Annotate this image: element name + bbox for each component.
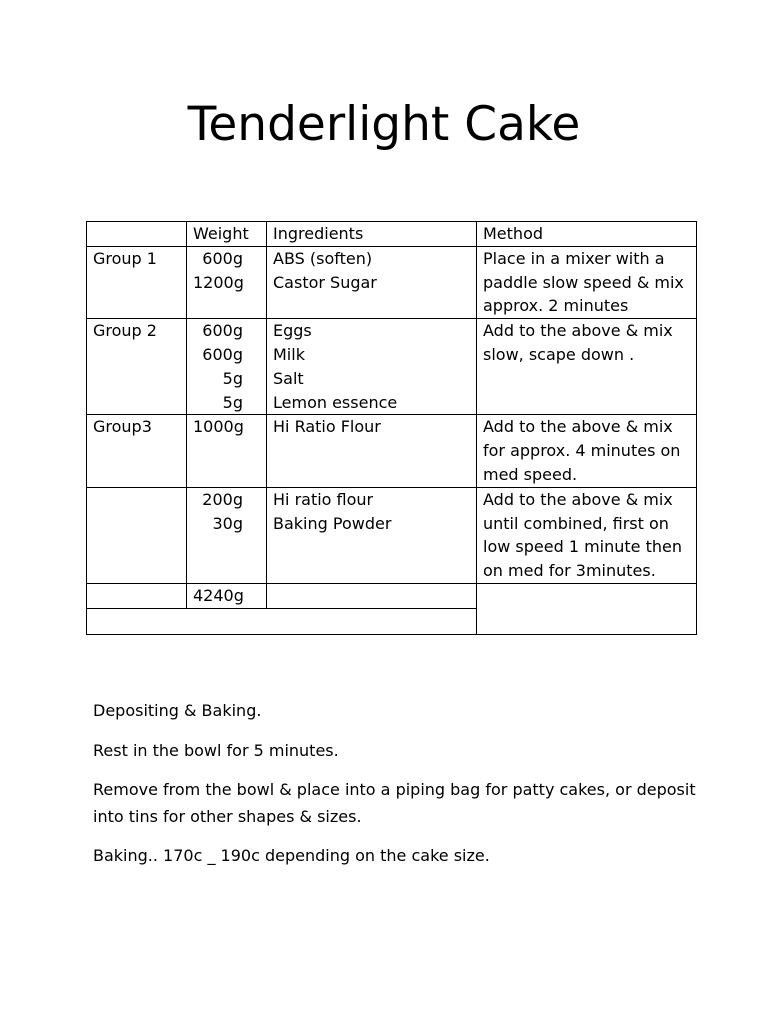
ingredients-cell: ABS (soften) Castor Sugar [267, 246, 477, 318]
group-cell: Group 2 [87, 319, 187, 415]
weight-cell: 1000g [187, 415, 267, 487]
total-row [87, 583, 697, 608]
table-row [87, 246, 697, 318]
ingredients-cell: Hi ratio flour Baking Powder [267, 487, 477, 583]
empty-cell [87, 608, 477, 634]
ingredients-cell: Hi Ratio Flour [267, 415, 477, 487]
recipe-table [86, 221, 697, 635]
table-row [87, 319, 697, 415]
group-cell: Group3 [87, 415, 187, 487]
method-cell: Add to the above & mix until combined, first on low speed 1 minute then on med for 3minutes. [477, 487, 697, 583]
page-title: Tenderlight Cake [187, 97, 581, 152]
total-group-cell [87, 583, 187, 608]
group-cell: Group 1 [87, 246, 187, 318]
notes-heading: Depositing & Baking. [93, 701, 262, 720]
ingredients-cell: Eggs Milk Salt Lemon essence [267, 319, 477, 415]
table-header-row [87, 222, 697, 247]
header-method: Method [477, 222, 697, 247]
weight-cell: 600g 1200g [187, 246, 267, 318]
method-cell: Add to the above & mix for approx. 4 minutes on med speed. [477, 415, 697, 487]
weight-cell: 600g 600g 5g 5g [187, 319, 267, 415]
header-weight: Weight [187, 222, 267, 247]
total-weight-cell: 4240g [187, 583, 267, 608]
method-cell: Place in a mixer with a paddle slow speed & mix approx. 2 minutes [477, 246, 697, 318]
header-ingredients: Ingredients [267, 222, 477, 247]
total-method-cell [477, 583, 697, 634]
table-row [87, 487, 697, 583]
method-cell: Add to the above & mix slow, scape down . [477, 319, 697, 415]
notes-remove: Remove from the bowl & place into a piping bag for patty cakes, or deposit into tins for other shapes & sizes. [93, 780, 696, 826]
notes-baking: Baking.. 170c _ 190c depending on the cake size. [93, 846, 490, 865]
notes-rest: Rest in the bowl for 5 minutes. [93, 740, 339, 760]
header-group [87, 222, 187, 247]
baking-notes [93, 698, 713, 883]
weight-cell: 200g 30g [187, 487, 267, 583]
group-cell [87, 487, 187, 583]
table-row [87, 415, 697, 487]
total-ingredients-cell [267, 583, 477, 608]
